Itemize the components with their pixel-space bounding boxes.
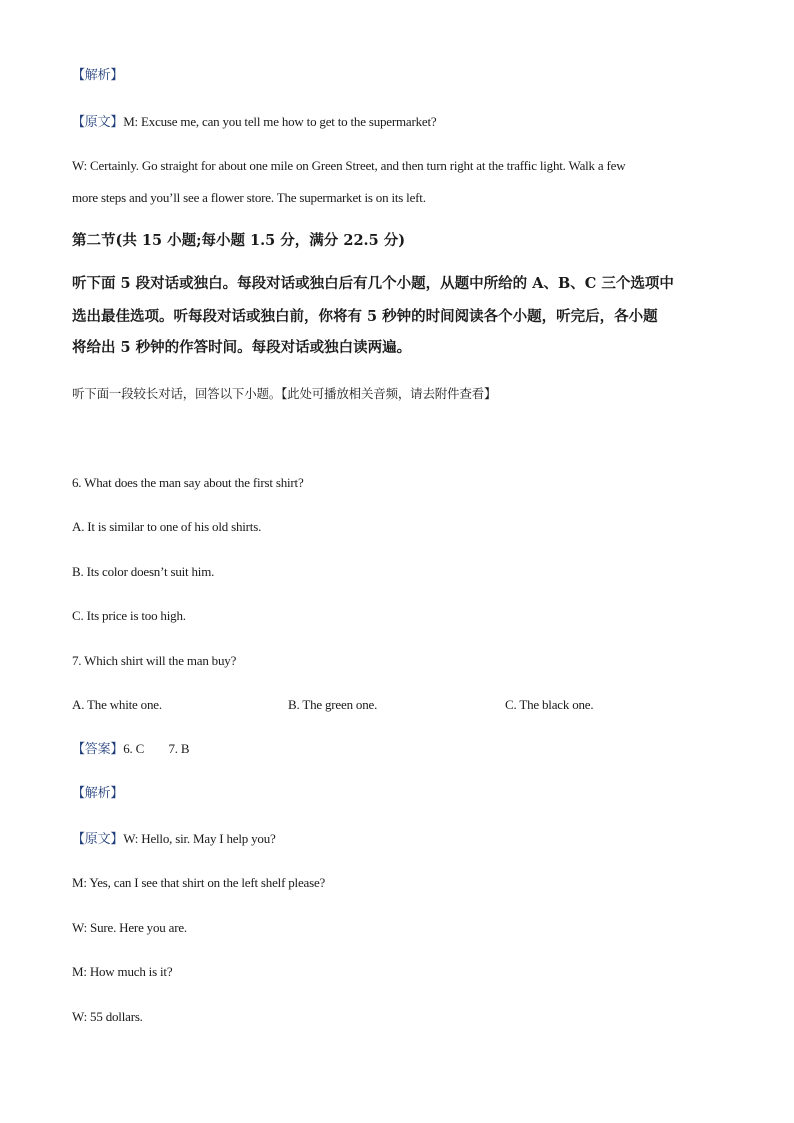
instruction-line-2: 选出最佳选项。听每段对话或独白前，你将有 5 秒钟的时间阅读各个小题，听完后，各小题 xyxy=(72,308,658,325)
answer-line xyxy=(72,741,189,758)
q7-options-row xyxy=(72,697,722,713)
q6-option-a: A. It is similar to one of his old shirts. xyxy=(72,519,262,534)
q7-option-a: A. The white one. xyxy=(72,697,162,712)
dialogue-line-5: W: 55 dollars. xyxy=(72,1009,143,1024)
dialogue-line-2: M: Yes, can I see that shirt on the left shelf please? xyxy=(72,875,326,890)
q6-option-b: B. Its color doesn’t suit him. xyxy=(72,564,215,579)
answer-tag: 【答案】 xyxy=(72,742,124,757)
q7-option-b: B. The green one. xyxy=(288,697,378,712)
instruction-line-1: 听下面 5 段对话或独白。每段对话或独白后有几个小题，从题中所给的 A、B、C 三个选项中 xyxy=(72,275,674,292)
q7-option-c: C. The black one. xyxy=(505,697,594,712)
analysis-tag-2: 【解析】 xyxy=(72,786,124,801)
answer-text: 6. C 7. B xyxy=(123,741,190,756)
original-tag-2: 【原文】 xyxy=(72,832,124,847)
section-heading: 第二节(共 15 小题;每小题 1.5 分，满分 22.5 分) xyxy=(72,232,406,249)
original-tag-1: 【原文】 xyxy=(72,115,124,130)
question-6: 6. What does the man say about the first shirt? xyxy=(72,475,304,490)
w-line-1: W: Certainly. Go straight for about one mile on Green Street, and then turn right at the traffic light. Walk a few xyxy=(72,158,626,173)
question-7: 7. Which shirt will the man buy? xyxy=(72,653,237,668)
original-m-line: M: Excuse me, can you tell me how to get to the supermarket? xyxy=(123,114,437,129)
analysis-tag-1: 【解析】 xyxy=(72,68,124,83)
instruction-line-3: 将给出 5 秒钟的作答时间。每段对话或独白读两遍。 xyxy=(72,339,412,356)
w-line-2: more steps and you’ll see a flower store. The supermarket is on its left. xyxy=(72,190,426,205)
dialogue-w-hello: W: Hello, sir. May I help you? xyxy=(123,831,276,846)
dialogue-line-1 xyxy=(72,831,276,848)
audio-note: 听下面一段较长对话，回答以下小题。【此处可播放相关音频，请去附件查看】 xyxy=(72,386,497,401)
dialogue-line-4: M: How much is it? xyxy=(72,964,173,979)
q6-option-c: C. Its price is too high. xyxy=(72,608,186,623)
dialogue-line-3: W: Sure. Here you are. xyxy=(72,920,187,935)
original-text-line xyxy=(72,114,436,131)
